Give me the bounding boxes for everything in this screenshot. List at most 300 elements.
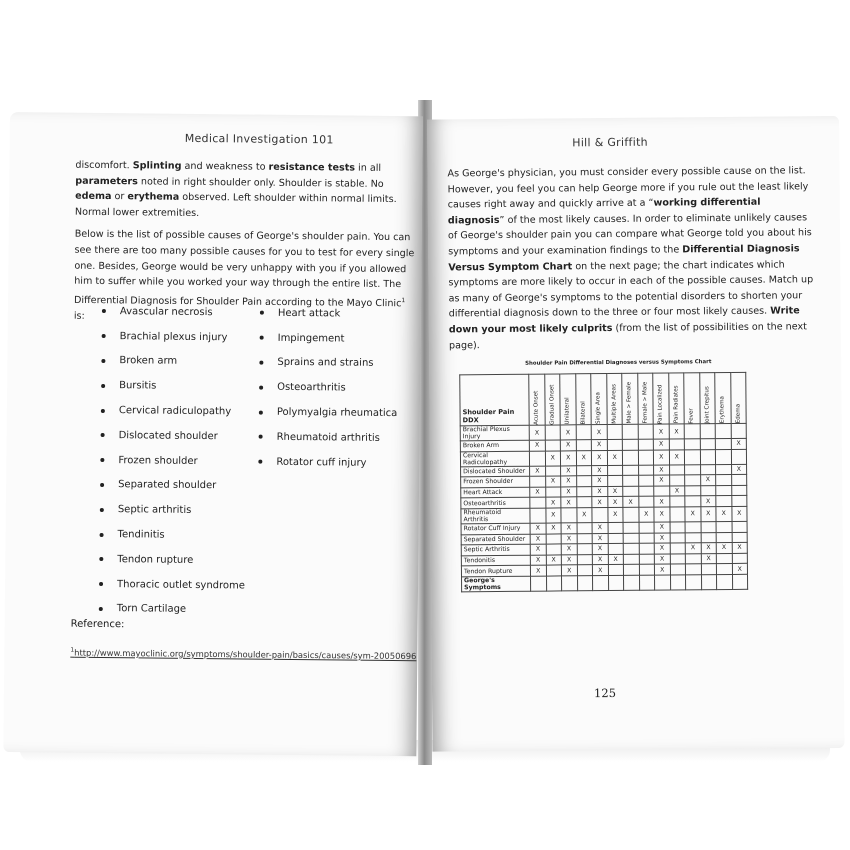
list-item-label: Osteoarthritis (277, 382, 346, 394)
table-cell (716, 485, 732, 496)
table-cell: X (530, 534, 546, 545)
table-cell (732, 521, 748, 532)
column-header-label: Pain Localized (657, 384, 664, 424)
table-cell (639, 564, 655, 575)
table-cell (639, 522, 655, 533)
list-item-label: Polymyalgia rheumatica (276, 406, 398, 420)
table-cell (685, 486, 701, 497)
table-cell (607, 439, 623, 450)
list-item (256, 301, 399, 327)
column-header-label: Male > Female (626, 382, 633, 424)
column-header (560, 374, 576, 425)
table-cell: X (732, 564, 748, 575)
table-cell (654, 575, 670, 590)
table-cell (684, 439, 700, 450)
table-cell: X (654, 564, 670, 575)
bullet-icon (259, 361, 263, 365)
text-run: or (111, 191, 128, 203)
row-label: Broken Arm (460, 440, 529, 451)
table-cell (622, 424, 638, 439)
table-cell: X (530, 555, 546, 566)
text-run: observed. Left shoulder within normal limits. Normal lower extremities. (74, 191, 397, 219)
row-label: Septic Arthritis (461, 544, 530, 555)
bullet-icon (259, 385, 263, 389)
table-cell (716, 553, 732, 564)
table-cell (607, 465, 623, 476)
table-row (462, 574, 748, 591)
table-cell (638, 439, 654, 450)
column-header (684, 373, 700, 424)
list-item-label: Rheumatoid arthritis (276, 431, 380, 444)
table-cell: X (546, 523, 562, 534)
table-cell (669, 464, 685, 475)
list-item (255, 375, 398, 401)
term-resistance-tests: resistance tests (268, 161, 356, 174)
table-cell: X (654, 465, 670, 476)
column-header-label: Acute Onset (533, 390, 540, 425)
text-run: (from the list of possibilities on the next page). (448, 321, 807, 351)
column-header-label: Gradual Onset (549, 384, 556, 425)
bullet-icon (258, 460, 262, 464)
table-cell: X (607, 497, 623, 508)
bullet-icon (99, 582, 103, 586)
table-cell: X (654, 507, 670, 522)
page-number: 125 (593, 685, 617, 701)
column-header-label: Multiple Areas (611, 384, 618, 424)
table-cell (654, 486, 670, 497)
table-cell: X (592, 523, 608, 534)
bullet-icon (101, 433, 105, 437)
table-cell (576, 465, 592, 476)
table-cell (684, 424, 700, 439)
table-cell: X (560, 450, 576, 465)
table-cell: X (560, 425, 576, 440)
reference-url[interactable]: http://www.mayoclinic.org/symptoms/shoulder-pain/basics/causes/sym-20050696 (74, 647, 417, 662)
bullet-icon (100, 483, 104, 487)
bullet-icon (259, 435, 263, 439)
table-cell (608, 544, 624, 555)
table-cell: X (560, 440, 576, 451)
table-cell: X (653, 424, 669, 439)
table-cell: X (685, 507, 701, 522)
term-write-down: Write down your most likely culprits (448, 305, 800, 336)
table-cell: X (607, 486, 623, 497)
list-item-label: Sprains and strains (277, 357, 374, 370)
table-cell (700, 485, 716, 496)
table-cell (716, 564, 732, 575)
row-label: Separated Shoulder (461, 534, 530, 545)
column-header-label: Fever (688, 407, 695, 424)
table-cell (731, 475, 747, 486)
table-cell (638, 424, 654, 439)
bullet-icon (102, 334, 106, 338)
text-run: on the next page; the chart indicates which symptoms are more likely to occur in each of the possible causes. Match up as many of George's symptoms to the potential disorders to shorten your differential diagnosis down to the three or four most likely causes. (448, 259, 814, 320)
table-cell: X (592, 554, 608, 565)
table-corner-label: Shoulder Pain DDX (460, 374, 529, 426)
table-header-row (460, 372, 746, 425)
column-header-label: Erythema (719, 395, 726, 424)
table-cell (638, 450, 654, 465)
left-page (3, 112, 423, 756)
table-cell: X (623, 497, 639, 508)
row-label: George's Symptoms (462, 576, 531, 592)
term-splinting: Splinting (132, 160, 182, 172)
table-cell (623, 554, 639, 565)
table-cell (530, 497, 546, 508)
table-cell: X (545, 497, 561, 508)
table-cell: X (561, 487, 577, 498)
bullet-icon (101, 359, 105, 363)
list-item (256, 325, 399, 351)
table-cell: X (592, 476, 608, 487)
table-cell: X (561, 476, 577, 487)
list-item (97, 373, 247, 399)
table-cell: X (716, 506, 732, 521)
text-run: discomfort. (75, 159, 133, 172)
list-item-label: Broken arm (119, 355, 178, 368)
table-cell (546, 565, 562, 576)
column-header-label: Unilateral (564, 397, 571, 425)
right-running-head: Hill & Griffith (572, 135, 648, 150)
list-item (98, 324, 248, 350)
table-cell (577, 565, 593, 576)
bullet-icon (100, 508, 104, 512)
table-cell (593, 575, 609, 590)
table-body (460, 423, 747, 591)
table-cell: X (561, 497, 577, 508)
list-item-label: Impingement (277, 332, 345, 345)
table-cell (624, 575, 640, 590)
table-cell: X (731, 438, 747, 449)
bullet-icon (102, 309, 106, 313)
text-run: Below is the list of possible causes of George's shoulder pain. You can see there are too many possible causes for you to test for every single one. Besides, George would be very unhappy with you if you allowed him to suffer while you worked your way through the entire list. The Differential Diagnosis for Shoulder Pain according to the Mayo Clinic (73, 229, 415, 310)
table-cell: X (561, 533, 577, 544)
table-cell (715, 423, 731, 438)
column-header (653, 373, 669, 424)
table-cell (684, 449, 700, 464)
bullet-icon (101, 384, 105, 388)
table-cell: X (591, 450, 607, 465)
list-item-label: Septic arthritis (117, 504, 192, 517)
table-cell (623, 565, 639, 576)
table-cell (716, 521, 732, 532)
column-header (575, 374, 591, 425)
list-item (98, 299, 248, 325)
text-run: As George's physician, you must consider every possible cause on the list. However, you feel you can help George more if you rule out the least likely causes right away and quickly arrive at a “ (447, 165, 809, 211)
table-cell (607, 424, 623, 439)
table-cell (732, 574, 748, 589)
table-cell (716, 496, 732, 507)
table-cell (638, 465, 654, 476)
table-cell (545, 440, 561, 451)
table-cell (530, 476, 546, 487)
list-item (95, 547, 245, 573)
table-cell: X (592, 565, 608, 576)
table-cell: X (530, 565, 546, 576)
right-body-text (447, 163, 817, 360)
table-cell: X (669, 486, 685, 497)
table-cell (670, 532, 686, 543)
table-cell (576, 486, 592, 497)
table-cell: X (654, 543, 670, 554)
table-cell (623, 486, 639, 497)
table-cell (716, 532, 732, 543)
table-cell: X (732, 542, 748, 553)
table-cell (577, 576, 593, 591)
footnote-marker: 1 (401, 296, 406, 304)
table-cell: X (546, 555, 562, 566)
list-item (96, 423, 246, 449)
text-run: is: (73, 310, 85, 322)
column-header (730, 372, 746, 423)
column-header (606, 373, 622, 424)
left-paragraph-1 (75, 158, 416, 224)
table-cell (700, 424, 716, 439)
list-item (95, 572, 245, 598)
table-cell (669, 475, 685, 486)
reference-label: Reference: (70, 618, 125, 631)
list-item (254, 425, 397, 451)
table-cell: X (530, 466, 546, 477)
table-cell: X (669, 424, 685, 439)
list-item-label: Thoracic outlet syndrome (117, 578, 246, 592)
column-header (699, 373, 715, 424)
table-cell (529, 451, 545, 466)
table-cell: X (669, 449, 685, 464)
table-cell (592, 508, 608, 523)
table-cell (576, 476, 592, 487)
column-header-label: Edema (735, 403, 742, 423)
table-cell: X (701, 553, 717, 564)
table-cell (546, 576, 562, 591)
list-item (97, 398, 247, 424)
term-ddx-chart: Differential Diagnosis Versus Symptom Chart (448, 243, 800, 273)
table-cell (700, 464, 716, 475)
list-item-label: Torn Cartilage (116, 603, 187, 616)
column-header-label: Female > Male (642, 381, 649, 424)
table-cell: X (592, 465, 608, 476)
table-cell: X (654, 554, 670, 565)
text-run: in all (354, 162, 382, 174)
table-cell: X (576, 450, 592, 465)
list-item (95, 522, 245, 548)
table-cell: X (591, 440, 607, 451)
diagnosis-list-column-1 (95, 299, 248, 623)
table-cell (577, 554, 593, 565)
table-cell (623, 465, 639, 476)
row-label: Tendonitis (461, 555, 530, 566)
table-cell (638, 475, 654, 486)
bullet-icon (100, 458, 104, 462)
list-item (96, 473, 246, 499)
table-cell: X (607, 450, 623, 465)
table-cell: X (561, 465, 577, 476)
table-cell: X (576, 508, 592, 523)
bullet-icon (260, 336, 264, 340)
table-cell (685, 496, 701, 507)
column-header-label: Single Area (595, 392, 602, 425)
reference-link[interactable] (70, 647, 416, 661)
table-cell (608, 565, 624, 576)
row-label: Rheumatoid Arthritis (461, 508, 530, 524)
list-item-label: Avascular necrosis (119, 306, 213, 319)
list-item (97, 349, 247, 375)
table-cell (670, 522, 686, 533)
table-cell (638, 497, 654, 508)
term-working-differential-diagnosis: working differential diagnosis (447, 196, 761, 227)
table-cell (685, 564, 701, 575)
table-cell: X (654, 475, 670, 486)
footnote-marker: 1 (70, 646, 75, 654)
table-cell: X (529, 440, 545, 451)
list-item-label: Tendon rupture (117, 554, 194, 566)
table-cell (639, 554, 655, 565)
table-cell (545, 425, 561, 440)
table-cell (700, 449, 716, 464)
table-cell (639, 533, 655, 544)
list-item-label: Rotator cuff injury (276, 456, 367, 469)
table-cell: X (561, 555, 577, 566)
term-parameters: parameters (75, 175, 138, 187)
list-item-label: Separated shoulder (118, 479, 217, 492)
bullet-icon (99, 607, 103, 611)
table-cell (715, 449, 731, 464)
list-item (254, 449, 397, 475)
column-header-label: Pain Radiates (673, 385, 680, 424)
table-cell (639, 543, 655, 554)
table-cell: X (607, 507, 623, 522)
column-header (715, 372, 731, 423)
table-cell (669, 507, 685, 522)
list-item-label: Frozen shoulder (118, 454, 198, 467)
diagnosis-list-column-2 (254, 301, 398, 476)
table-cell (701, 575, 717, 590)
column-header (529, 374, 545, 425)
table-cell (715, 438, 731, 449)
bullet-icon (99, 557, 103, 561)
table-cell: X (716, 543, 732, 554)
row-label: Heart Attack (461, 487, 530, 498)
list-item-label: Heart attack (277, 307, 341, 320)
table-cell (577, 533, 593, 544)
table-cell (685, 575, 701, 590)
list-item-label: Dislocated shoulder (118, 430, 218, 443)
table-cell: X (561, 544, 577, 555)
table-cell (685, 464, 701, 475)
table-cell (685, 522, 701, 533)
table-cell (561, 508, 577, 523)
column-header (668, 373, 684, 424)
table-cell: X (700, 475, 716, 486)
table-cell: X (700, 496, 716, 507)
table-cell (546, 534, 562, 545)
column-header-label: Bilateral (580, 400, 587, 425)
table-cell (670, 564, 686, 575)
right-page (427, 116, 844, 752)
table-cell (716, 464, 732, 475)
table-cell: X (529, 425, 545, 440)
column-header (544, 374, 560, 425)
row-label: Frozen Shoulder (461, 476, 530, 487)
table-cell (732, 532, 748, 543)
column-header-label: Joint Crepitus (704, 385, 711, 424)
row-label: Osteoarthritis (461, 498, 530, 509)
table-cell: X (685, 543, 701, 554)
table-cell (608, 575, 624, 590)
table-cell: X (731, 464, 747, 475)
table-cell: X (591, 425, 607, 440)
row-label: Rotator Cuff Injury (461, 523, 530, 534)
row-label: Tendon Rupture (461, 566, 530, 577)
table-cell (577, 544, 593, 555)
list-item-label: Cervical radiculopathy (118, 405, 232, 418)
table-cell: X (653, 439, 669, 450)
text-run: and weakness to (181, 160, 269, 173)
text-run: noted in right shoulder only. Shoulder is stable. No (137, 175, 384, 190)
table-cell (701, 532, 717, 543)
table-cell (623, 543, 639, 554)
table-cell (576, 497, 592, 508)
table-cell: X (561, 523, 577, 534)
right-paragraph-1 (447, 163, 817, 353)
list-item (255, 400, 398, 426)
bullet-icon (100, 533, 104, 537)
term-erythema: erythema (127, 191, 180, 203)
ddx-symptom-table (459, 372, 748, 592)
list-item (96, 448, 246, 474)
table-cell: X (701, 543, 717, 554)
table-cell (608, 533, 624, 544)
table-cell (623, 475, 639, 486)
table-cell (638, 486, 654, 497)
table-cell (669, 496, 685, 507)
table-cell: X (530, 544, 546, 555)
chart-title: Shoulder Pain Differential Diagnoses versus Symptoms Chart (525, 359, 712, 367)
list-item (255, 350, 398, 376)
table-cell (700, 439, 716, 450)
table-cell: X (592, 533, 608, 544)
table-cell (622, 450, 638, 465)
table-cell (545, 487, 561, 498)
table-cell (669, 439, 685, 450)
column-header (637, 373, 653, 424)
table-cell (622, 439, 638, 450)
list-item (96, 497, 246, 523)
table-cell (623, 507, 639, 522)
table-cell (607, 476, 623, 487)
table-cell: X (530, 523, 546, 534)
table-cell (670, 543, 686, 554)
table-cell (731, 423, 747, 438)
bullet-icon (260, 311, 264, 315)
bullet-icon (259, 410, 263, 414)
table-cell (546, 544, 562, 555)
table-cell (731, 449, 747, 464)
table-cell (576, 425, 592, 440)
list-item-label: Tendinitis (117, 529, 165, 541)
left-running-head: Medical Investigation 101 (184, 131, 334, 147)
table-cell: X (592, 497, 608, 508)
table-cell (608, 522, 624, 533)
table-cell (670, 575, 686, 590)
table-cell (639, 575, 655, 590)
table-cell (732, 553, 748, 564)
table-cell: X (654, 533, 670, 544)
table-cell (731, 485, 747, 496)
table-cell (531, 576, 547, 591)
table-cell (716, 574, 732, 589)
table-cell (685, 553, 701, 564)
